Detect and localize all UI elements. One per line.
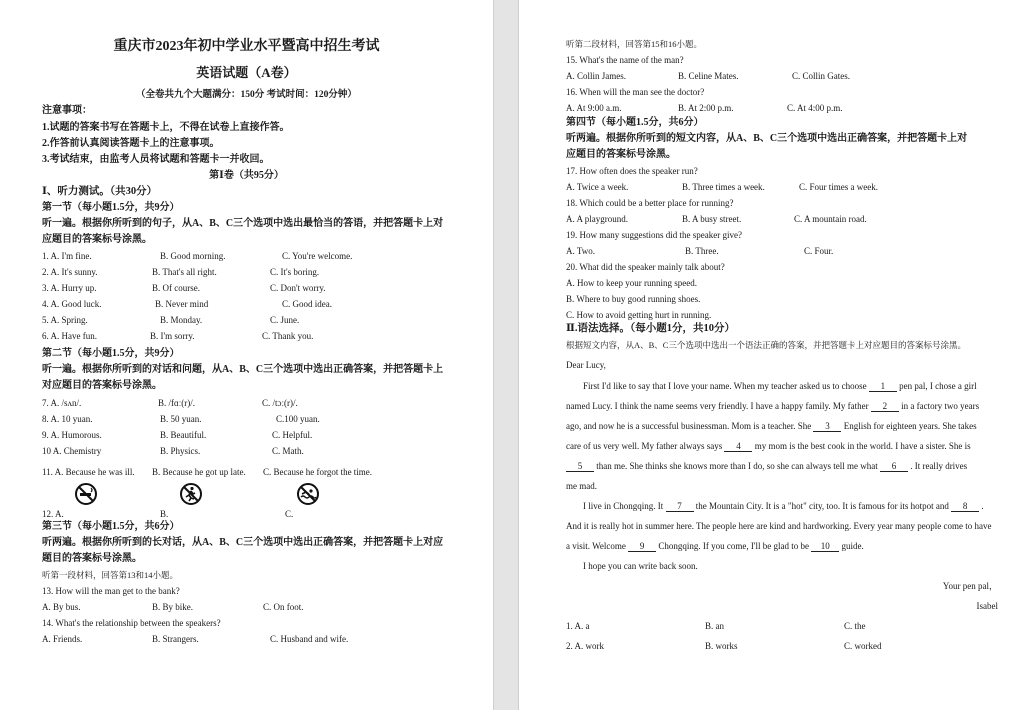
- section1-title: 第一节（每小题1.5分，共9分）: [42, 202, 180, 213]
- q9-option-b: B. Beautiful.: [160, 430, 207, 440]
- answer2-option-a: 2. A. work: [566, 641, 604, 651]
- page-gutter: [493, 0, 519, 710]
- q9-option-a: 9. A. Humorous.: [42, 430, 102, 440]
- q19-option-a: A. Two.: [566, 246, 595, 256]
- q10-option-c: C. Math.: [272, 446, 304, 456]
- passage-text: care of us very well. My father always says: [566, 441, 723, 451]
- q16-option-a: A. At 9:00 a.m.: [566, 103, 622, 113]
- exam-meta: （全卷共九个大题满分：150分 考试时间：120分钟）: [136, 90, 357, 100]
- blank-6[interactable]: 6: [880, 461, 908, 472]
- letter-salutation: Dear Lucy,: [566, 360, 606, 370]
- no-smoking-sign-icon: [75, 483, 97, 505]
- section2-instruction-line2: 对应题目的答案标号涂黑。: [42, 380, 162, 391]
- passage-text: English for eighteen years. She takes: [843, 421, 977, 431]
- q4-option-a: 4. A. Good luck.: [42, 299, 102, 309]
- q13-option-a: A. By bus.: [42, 602, 81, 612]
- q19-option-b: B. Three.: [685, 246, 719, 256]
- note-3: 3.考试结束，由监考人员将试题和答题卡一并收回。: [42, 154, 270, 165]
- passage-text: pen pal, I chose a girl: [899, 381, 977, 391]
- passage-text: .: [981, 501, 984, 511]
- section3-sub-instruction: 听第一段材料，回答第13和14小题。: [42, 570, 179, 580]
- q20-text: 20. What did the speaker mainly talk about?: [566, 262, 725, 272]
- passage-line-8: And it is really hot in summer here. The people here are kind and hardworking. Every year many people come to have: [566, 521, 992, 531]
- q12-option-a: 12. A.: [42, 509, 64, 519]
- section3-title: 第三节（每小题1.5分，共6分）: [42, 521, 180, 532]
- section4-instruction-line1: 听两遍。根据你所听到的短文内容，从A、B、C三个选项中选出正确答案，并把答题卡上对: [566, 133, 968, 144]
- section4-instruction-line2: 应题目的答案标号涂黑。: [566, 149, 676, 160]
- notes-title: 注意事项：: [42, 105, 92, 116]
- section2-title: 第二节（每小题1.5分，共9分）: [42, 348, 180, 359]
- answer2-option-b: B. works: [705, 641, 738, 651]
- q8-option-a: 8. A. 10 yuan.: [42, 414, 93, 424]
- q11-option-b: B. Because he got up late.: [152, 467, 246, 477]
- passage-line-1: [583, 380, 977, 392]
- q15-text: 15. What's the name of the man?: [566, 55, 684, 65]
- note-2: 2.作答前认真阅读答题卡上的注意事项。: [42, 138, 220, 149]
- part1-heading: Ⅰ、听力测试。（共30分）: [42, 186, 158, 197]
- q1-option-b: B. Good morning.: [160, 251, 226, 261]
- q15-option-b: B. Celine Mates.: [678, 71, 739, 81]
- blank-3[interactable]: 3: [813, 421, 841, 432]
- q18-text: 18. Which could be a better place for running?: [566, 198, 734, 208]
- q3-option-c: C. Don't worry.: [270, 283, 326, 293]
- blank-7[interactable]: 7: [666, 501, 694, 512]
- q5-option-a: 5. A. Spring.: [42, 315, 88, 325]
- q16-option-b: B. At 2:00 p.m.: [678, 103, 734, 113]
- part-sub-instruction-15-16: 听第二段材料，回答第15和16小题。: [566, 39, 703, 49]
- q14-option-b: B. Strangers.: [152, 634, 199, 644]
- passage-line-2: [566, 400, 979, 412]
- answer2-option-c: C. worked: [844, 641, 882, 651]
- passage-line-10: I hope you can write back soon.: [583, 561, 698, 571]
- q4-option-c: C. Good idea.: [282, 299, 332, 309]
- q12-option-c: C.: [285, 509, 294, 519]
- passage-text: the Mountain City. It is a "hot" city, too. It is famous for its hotpot and: [695, 501, 949, 511]
- q4-option-b: B. Never mind: [155, 299, 209, 309]
- q3-option-b: B. Of course.: [152, 283, 200, 293]
- q7-option-c: C. /tɔː(r)/.: [262, 398, 298, 408]
- passage-text: ago, and now he is a successful businessman. Mom is a teacher. She: [566, 421, 812, 431]
- q8-option-b: B. 50 yuan.: [160, 414, 202, 424]
- passage-line-5: [566, 460, 967, 472]
- passage-text: my mom is the best cook in the world. I have a sister. She is: [754, 441, 971, 451]
- q13-text: 13. How will the man get to the bank?: [42, 586, 180, 596]
- no-swimming-sign-icon: [297, 483, 319, 505]
- q2-option-c: C. It's boring.: [270, 267, 320, 277]
- q6-option-c: C. Thank you.: [262, 331, 314, 341]
- q16-option-c: C. At 4:00 p.m.: [787, 103, 843, 113]
- q3-option-a: 3. A. Hurry up.: [42, 283, 97, 293]
- passage-text: First I'd like to say that I love your name. When my teacher asked us to choose: [583, 381, 867, 391]
- q6-option-a: 6. A. Have fun.: [42, 331, 97, 341]
- exam-subtitle: 英语试题（A卷）: [196, 65, 297, 80]
- q14-text: 14. What's the relationship between the speakers?: [42, 618, 221, 628]
- q13-option-b: B. By bike.: [152, 602, 194, 612]
- q17-option-b: B. Three times a week.: [682, 182, 765, 192]
- passage-line-6: me mad.: [566, 481, 597, 491]
- q1-option-a: 1. A. I'm fine.: [42, 251, 92, 261]
- passage-text: . It really drives: [910, 461, 968, 471]
- q6-option-b: B. I'm sorry.: [150, 331, 195, 341]
- letter-signature: Isabel: [976, 601, 998, 611]
- part2-instruction: 根据短文内容，从A、B、C三个选项中选出一个语法正确的答案，并把答题卡上对应题目的答案标号涂黑。: [566, 340, 966, 350]
- q12-option-b: B.: [160, 509, 169, 519]
- q14-option-a: A. Friends.: [42, 634, 83, 644]
- passage-line-9: [566, 540, 864, 552]
- answer1-option-c: C. the: [844, 621, 866, 631]
- section1-instruction-line1: 听一遍。根据你所听到的句子，从A、B、C三个选项中选出最恰当的答语，并把答题卡上对: [42, 218, 444, 229]
- passage-line-7: [583, 500, 984, 512]
- volume-heading: 第Ⅰ卷（共95分）: [209, 170, 284, 181]
- passage-text: a visit. Welcome: [566, 541, 626, 551]
- q15-option-c: C. Collin Gates.: [792, 71, 850, 81]
- answer1-option-a: 1. A. a: [566, 621, 590, 631]
- passage-text: named Lucy. I think the name seems very friendly. I have a happy family. My father: [566, 401, 869, 411]
- left-page: [0, 0, 493, 710]
- q10-option-b: B. Physics.: [160, 446, 201, 456]
- q16-text: 16. When will the man see the doctor?: [566, 87, 705, 97]
- passage-line-3: [566, 420, 977, 432]
- section3-instruction-line1: 听两遍。根据你所听到的长对话，从A、B、C三个选项中选出正确答案，并把答题卡上对应: [42, 537, 444, 548]
- q19-text: 19. How many suggestions did the speaker give?: [566, 230, 742, 240]
- q17-option-a: A. Twice a week.: [566, 182, 629, 192]
- q7-option-b: B. /fɑː(r)/.: [158, 398, 195, 408]
- q2-option-b: B. That's all right.: [152, 267, 217, 277]
- q20-option-a: A. How to keep your running speed.: [566, 278, 697, 288]
- passage-text: Chongqing. If you come, I'll be glad to be: [658, 541, 809, 551]
- section4-title: 第四节（每小题1.5分，共6分）: [566, 117, 704, 128]
- part2-heading: Ⅱ.语法选择。（每小题1分，共10分）: [566, 323, 735, 334]
- q17-option-c: C. Four times a week.: [799, 182, 878, 192]
- q11-option-c: C. Because he forgot the time.: [263, 467, 373, 477]
- no-running-sign-icon: [180, 483, 202, 505]
- exam-title: 重庆市2023年初中学业水平暨高中招生考试: [113, 39, 380, 54]
- passage-text: I live in Chongqing. It: [583, 501, 664, 511]
- right-page: [519, 0, 1024, 710]
- blank-8[interactable]: 8: [951, 501, 979, 512]
- passage-text: than me. She thinks she knows more than I do, so she can always tell me what: [596, 461, 878, 471]
- blank-1[interactable]: 1: [869, 381, 897, 392]
- q13-option-c: C. On foot.: [263, 602, 304, 612]
- q20-option-b: B. Where to buy good running shoes.: [566, 294, 701, 304]
- q11-option-a: 11. A. Because he was ill.: [42, 467, 135, 477]
- q2-option-a: 2. A. It's sunny.: [42, 267, 98, 277]
- q7-option-a: 7. A. /sʌn/.: [42, 398, 82, 408]
- passage-text: guide.: [841, 541, 864, 551]
- blank-9[interactable]: 9: [628, 541, 656, 552]
- q18-option-c: C. A mountain road.: [794, 214, 867, 224]
- passage-text: in a factory two years: [901, 401, 980, 411]
- blank-5[interactable]: 5: [566, 461, 594, 472]
- letter-closing: Your pen pal，: [942, 581, 998, 591]
- q18-option-b: B. A busy street.: [682, 214, 742, 224]
- q5-option-c: C. June.: [270, 315, 300, 325]
- q9-option-c: C. Helpful.: [272, 430, 313, 440]
- q19-option-c: C. Four.: [804, 246, 834, 256]
- q20-option-c: C. How to avoid getting hurt in running.: [566, 310, 712, 320]
- q18-option-a: A. A playground.: [566, 214, 628, 224]
- section1-instruction-line2: 应题目的答案标号涂黑。: [42, 234, 152, 245]
- q5-option-b: B. Monday.: [160, 315, 203, 325]
- blank-2[interactable]: 2: [871, 401, 899, 412]
- section3-instruction-line2: 题目的答案标号涂黑。: [42, 553, 142, 564]
- passage-line-4: [566, 440, 971, 452]
- section2-instruction-line1: 听一遍。根据你所听到的对话和问题，从A、B、C三个选项中选出正确答案，并把答题卡上: [42, 364, 444, 375]
- answer1-option-b: B. an: [705, 621, 724, 631]
- blank-10[interactable]: 10: [811, 541, 839, 552]
- blank-4[interactable]: 4: [724, 441, 752, 452]
- q10-option-a: 10 A. Chemistry: [42, 446, 102, 456]
- q1-option-c: C. You're welcome.: [282, 251, 353, 261]
- q15-option-a: A. Collin James.: [566, 71, 626, 81]
- q17-text: 17. How often does the speaker run?: [566, 166, 698, 176]
- q8-option-c: C.100 yuan.: [276, 414, 320, 424]
- note-1: 1.试题的答案书写在答题卡上，不得在试卷上直接作答。: [42, 122, 290, 133]
- q14-option-c: C. Husband and wife.: [270, 634, 349, 644]
